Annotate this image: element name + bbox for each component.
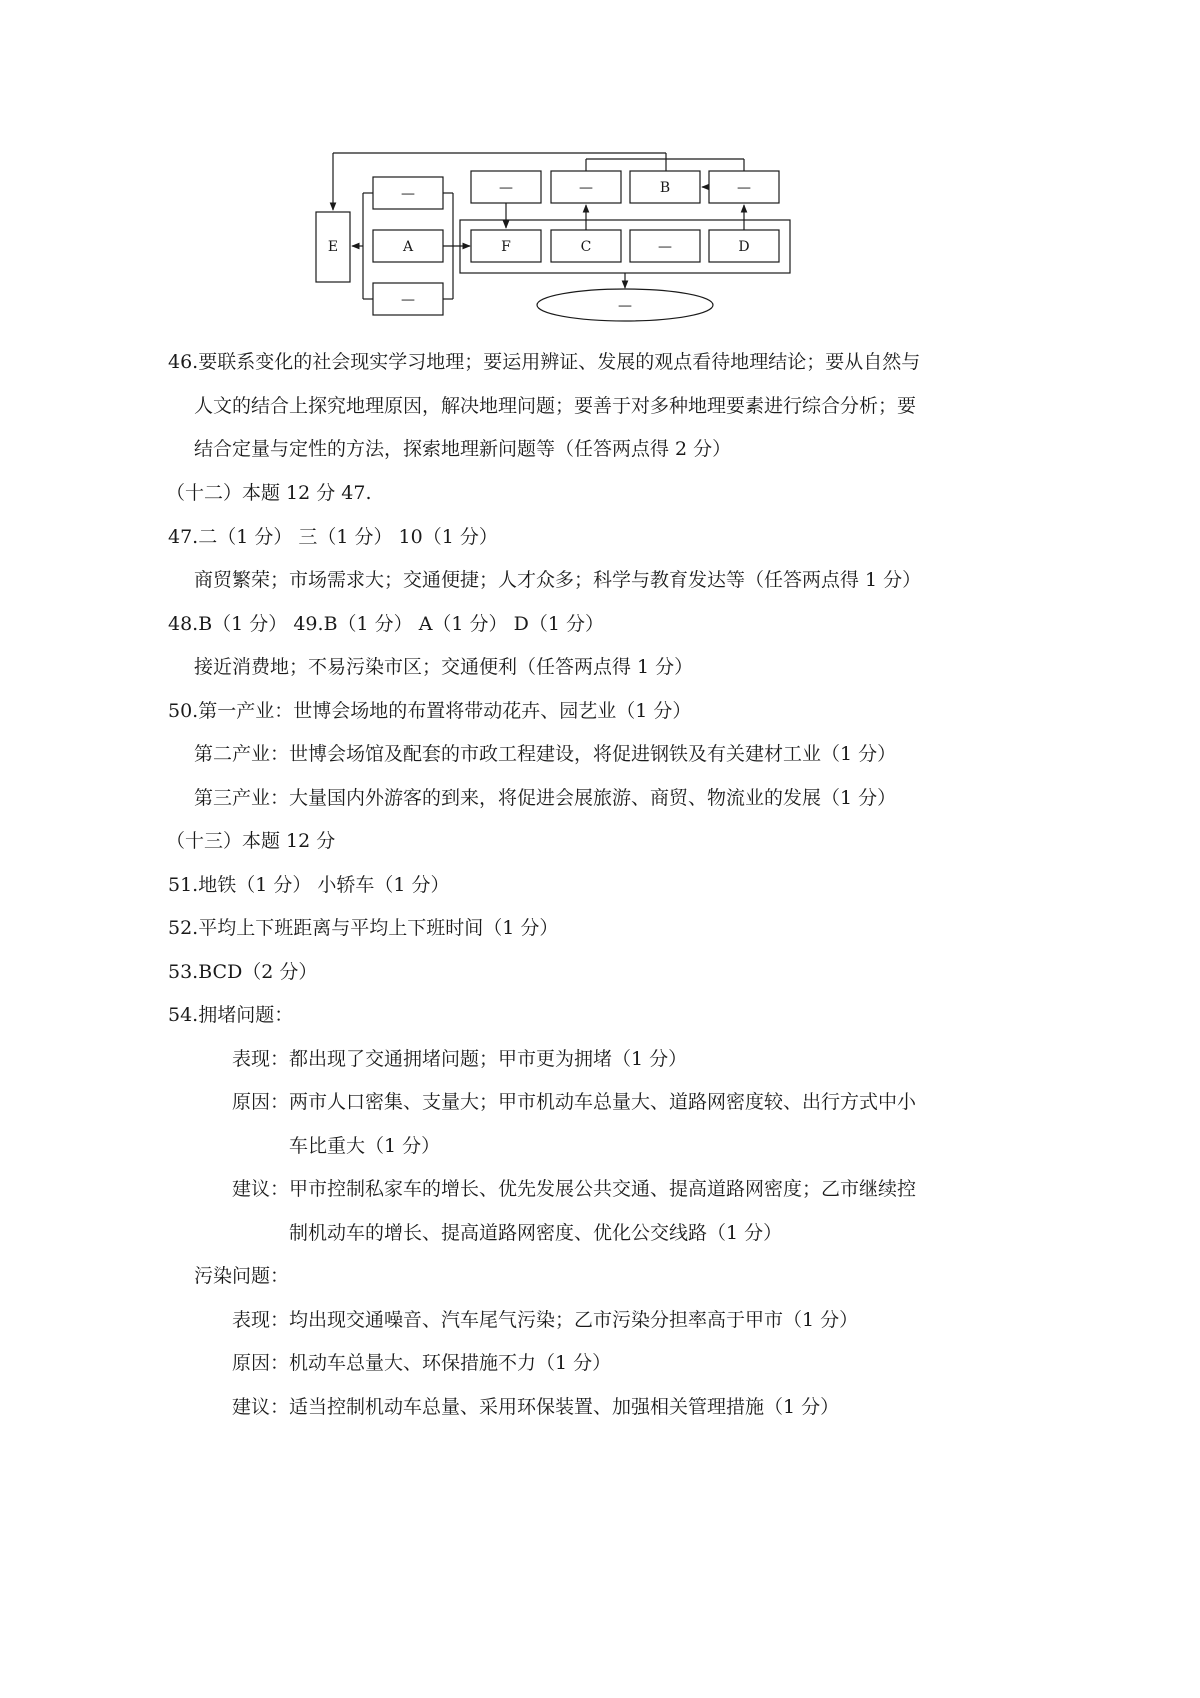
bottom-label-3: — [658,239,672,255]
answer-50-line1: 50.第一产业：世博会场地的布置将带动花卉、园艺业（1 分） [168,700,692,722]
top-label-3: B [659,180,671,196]
answer-52: 52.平均上下班距离与平均上下班时间（1 分） [168,917,559,939]
answer-48-49: 48.B（1 分） 49.B（1 分） A（1 分） D（1 分） [168,613,604,635]
flow-diagram [327,145,870,365]
answer-47: 47.二（1 分） 三（1 分） 10（1 分） [168,526,498,548]
congestion-cause-line1: 原因：两市人口密集、支量大；甲市机动车总量大、道路网密度较、出行方式中小 [232,1091,917,1113]
congestion-suggestion-line2: 制机动车的增长、提高道路网密度、优化公交线路（1 分） [289,1222,783,1244]
left-label-1: — [401,186,415,202]
section-13-heading: （十三）本题 12 分 [166,830,336,852]
top-label-1: — [499,180,513,196]
left-label-3: — [401,292,415,308]
pollution-heading: 污染问题： [194,1265,290,1287]
top-label-4: — [737,180,751,196]
answer-47-detail: 商贸繁荣；市场需求大；交通便捷；人才众多；科学与教育发达等（任答两点得 1 分） [194,569,922,591]
answer-54-heading: 54.拥堵问题： [168,1004,294,1026]
answer-46-line2: 人文的结合上探究地理原因，解决地理问题；要善于对多种地理要素进行综合分析；要 [194,395,917,417]
pollution-cause: 原因：机动车总量大、环保措施不力（1 分） [232,1352,612,1374]
answer-50-line2: 第二产业：世博会场馆及配套的市政工程建设，将促进钢铁及有关建材工业（1 分） [194,743,897,765]
bottom-label-2: C [580,239,592,255]
ellipse-label: — [618,298,632,314]
answer-51: 51.地铁（1 分） 小轿车（1 分） [168,874,450,896]
pollution-suggestion: 建议：适当控制机动车总量、采用环保装置、加强相关管理措施（1 分） [232,1396,840,1418]
congestion-symptom: 表现：都出现了交通拥堵问题；甲市更为拥堵（1 分） [232,1048,688,1070]
answer-53: 53.BCD（2 分） [168,961,318,983]
left-label-2: A [402,239,414,255]
answer-46-line1: 46.要联系变化的社会现实学习地理；要运用辨证、发展的观点看待地理结论；要从自然与 [168,351,921,373]
bottom-label-4: D [738,239,750,255]
congestion-cause-line2: 车比重大（1 分） [289,1135,441,1157]
section-12-heading: （十二）本题 12 分 47. [166,482,372,504]
bottom-label-1: F [501,239,511,255]
top-label-2: — [579,180,593,196]
answer-50-line3: 第三产业：大量国内外游客的到来，将促进会展旅游、商贸、物流业的发展（1 分） [194,787,897,809]
pollution-symptom: 表现：均出现交通噪音、汽车尾气污染；乙市污染分担率高于甲市（1 分） [232,1309,859,1331]
e-label: E [327,239,339,255]
answer-49-detail: 接近消费地；不易污染市区；交通便利（任答两点得 1 分） [194,656,694,678]
answer-46-line3: 结合定量与定性的方法，探索地理新问题等（任答两点得 2 分） [194,438,732,460]
congestion-suggestion-line1: 建议：甲市控制私家车的增长、优先发展公共交通、提高道路网密度；乙市继续控 [232,1178,917,1200]
